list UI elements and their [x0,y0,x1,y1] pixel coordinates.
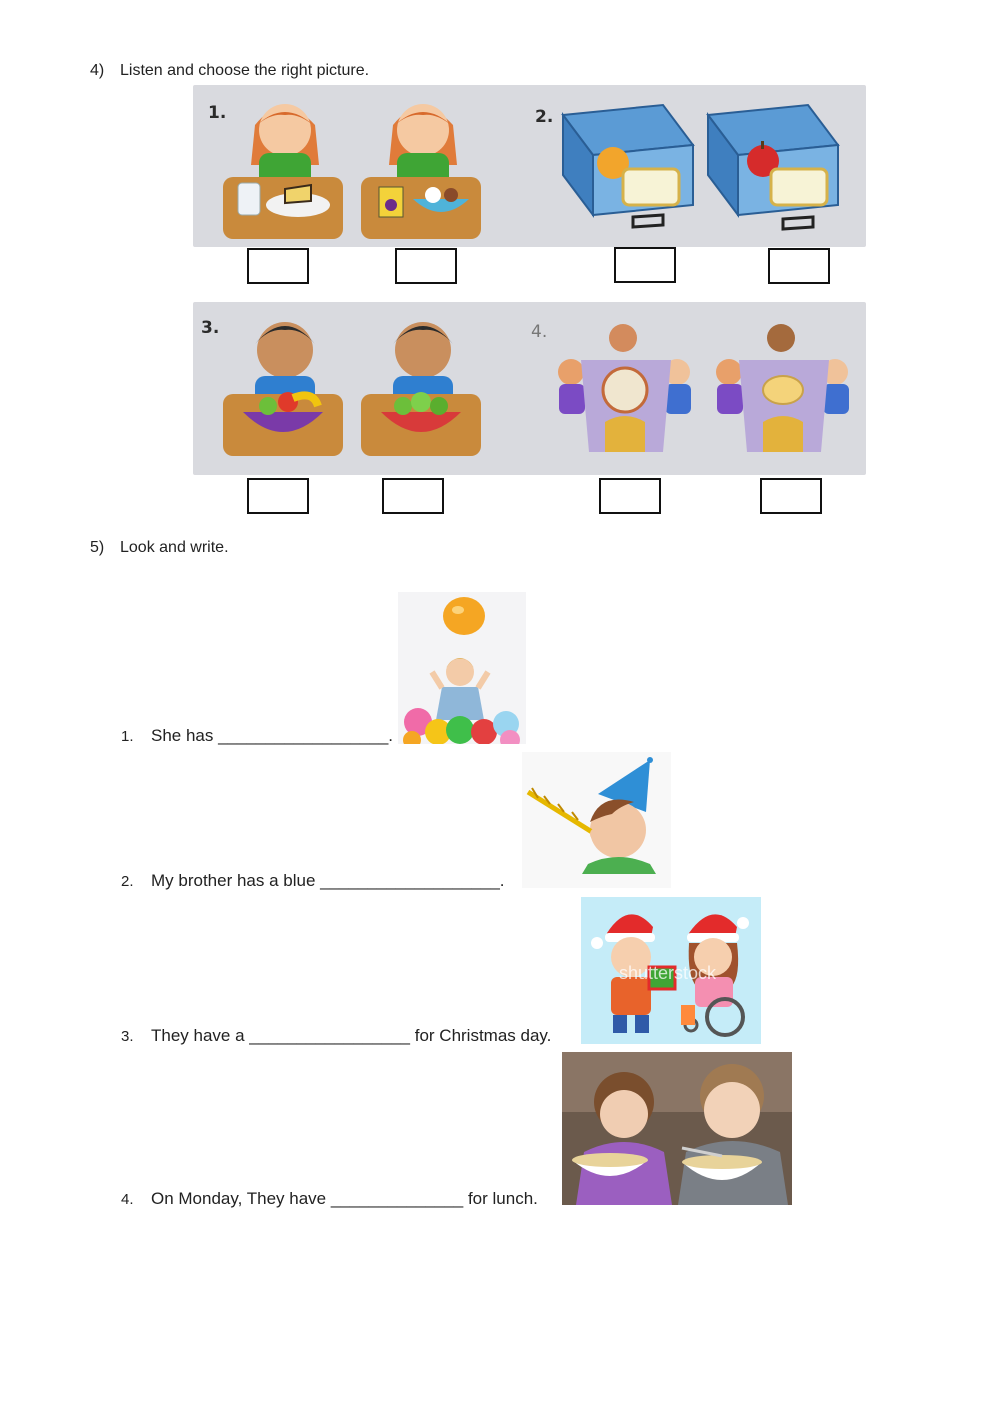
exercise-instruction: Listen and choose the right picture. [120,62,370,79]
answer-box-3a[interactable] [247,478,309,514]
exercise-number: 4) [90,62,105,79]
picture-number-label: 2. [535,107,554,127]
item-number: 2. [121,873,134,890]
item-sentence[interactable]: My brother has a blue ___________________. [151,871,505,890]
answer-box-4a[interactable] [599,478,661,514]
item-number: 1. [121,728,134,745]
answer-box-1b[interactable] [395,248,457,284]
children-pizza-table-illustration [558,324,691,452]
girl-cake-milk-illustration [223,104,343,239]
photo-children-christmas [581,897,761,1044]
photo-girl-balloons [398,592,526,744]
boy-party-hat-image [522,752,671,888]
item-number: 3. [121,1028,134,1045]
girl-juice-fruit-bowl-illustration [361,104,481,239]
answer-box-2a[interactable] [614,247,676,283]
picture-strip-row-1 [193,85,866,247]
answer-box-3b[interactable] [382,478,444,514]
photo-boy-party-hat [522,752,671,888]
exercise-instruction: Look and write. [120,539,229,556]
item-number: 4. [121,1191,134,1208]
boy-salad-bowl-illustration [361,322,481,456]
item-sentence[interactable]: On Monday, They have ______________ for lunch. [151,1189,538,1208]
sentence-item-1 [121,726,393,746]
exercise-5-heading [90,539,229,557]
picture-number-label: 4. [531,322,548,342]
picture-number-label: 1. [208,103,227,123]
item-sentence[interactable]: They have a _________________ for Christmas day. [151,1026,552,1045]
watermark-text: shutterstock [619,963,717,983]
row-1-illustration [193,85,866,247]
lunchbox-orange-sandwich-illustration [563,105,693,227]
sentence-item-4 [121,1189,538,1209]
sentence-item-2 [121,871,505,891]
row-2-illustration [193,302,866,475]
picture-strip-row-2 [193,302,866,475]
children-eating-soup-image [562,1052,792,1205]
answer-box-2b[interactable] [768,248,830,284]
photo-children-soup [562,1052,792,1205]
children-pasta-table-illustration [716,324,849,452]
lunchbox-apple-sandwich-illustration [708,105,838,229]
exercise-number: 5) [90,539,105,556]
sentence-item-3 [121,1026,551,1046]
answer-box-1a[interactable] [247,248,309,284]
picture-number-label: 3. [201,318,220,338]
item-sentence[interactable]: She has __________________. [151,726,394,745]
exercise-4-heading [90,62,369,80]
girl-balloons-image [398,592,526,744]
answer-box-4b[interactable] [760,478,822,514]
boy-fruit-bowl-illustration [223,322,343,456]
